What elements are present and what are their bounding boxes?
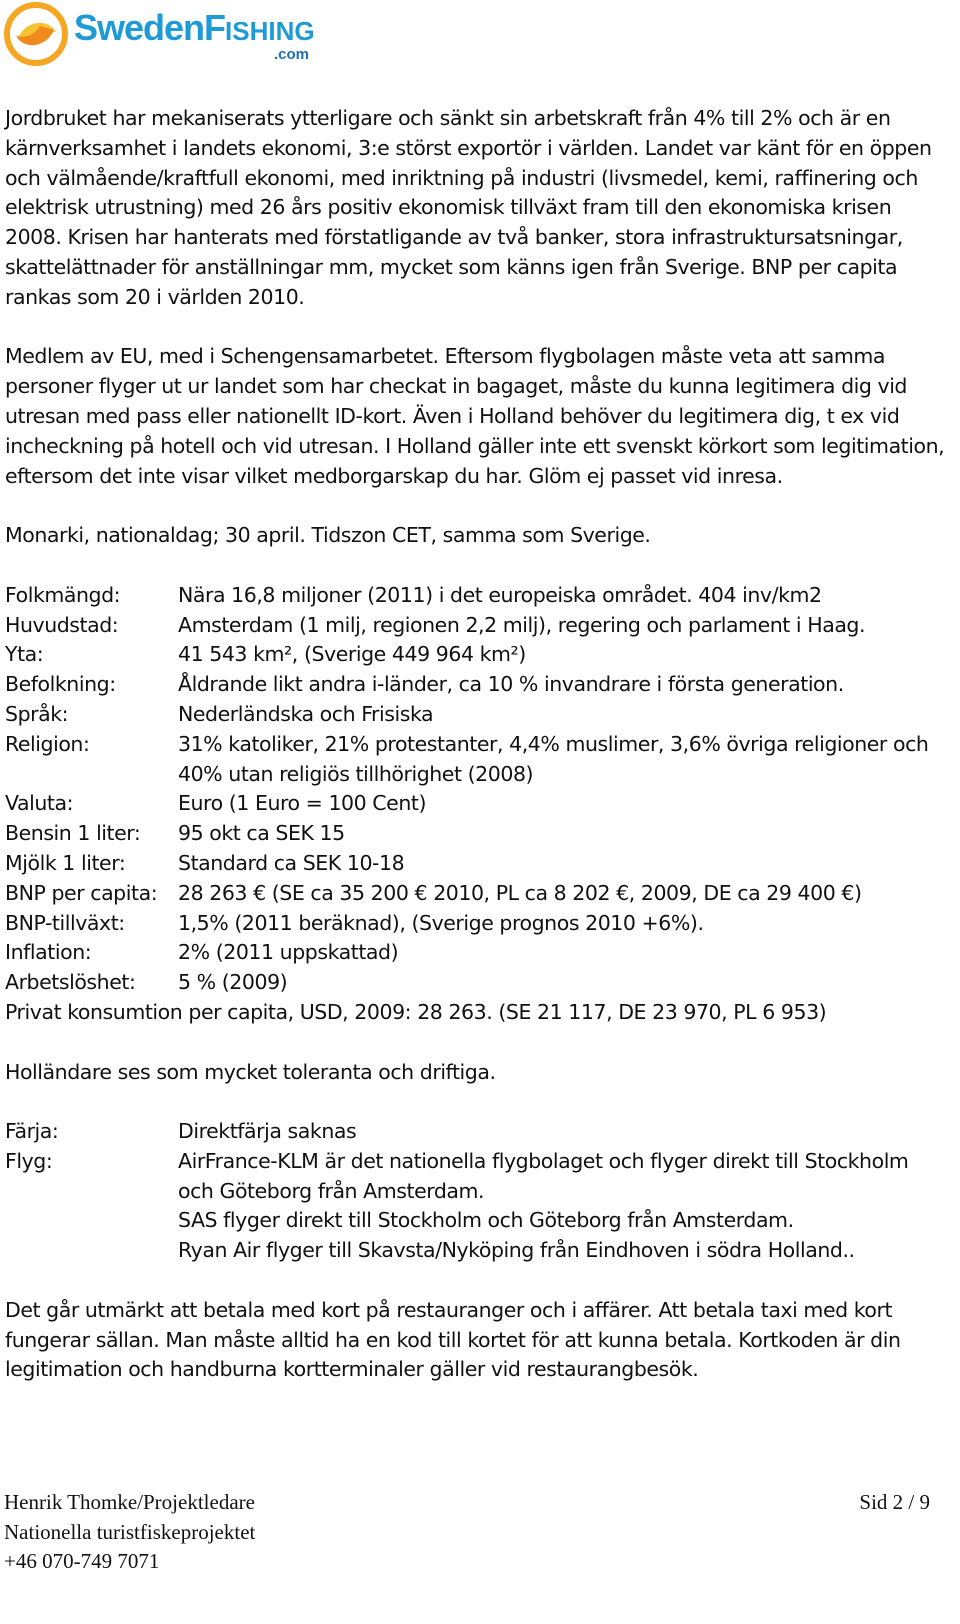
fact-row xyxy=(5,849,945,879)
fact-value: Nederländska och Frisiska xyxy=(178,701,434,726)
fact-value: 31% katoliker, 21% protestanter, 4,4% muslimer, 3,6% övriga religioner och 40% utan religiös tillhörighet (2008) xyxy=(178,731,929,786)
logo-wordmark: SwedenFISHING xyxy=(74,7,315,48)
fact-label: BNP per capita: xyxy=(5,880,158,905)
fact-row xyxy=(5,730,945,790)
paragraph-people: Holländare ses som mycket toleranta och driftiga. xyxy=(5,1059,496,1084)
fact-row xyxy=(5,789,945,819)
facts-table xyxy=(5,581,945,1028)
fact-row xyxy=(5,938,945,968)
page-number: Sid 2 / 9 xyxy=(859,1490,930,1514)
fact-label: Religion: xyxy=(5,731,90,756)
fact-row xyxy=(5,819,945,849)
ferry-value: Direktfärja saknas xyxy=(178,1119,357,1144)
paragraph-economy: Jordbruket har mekaniserats ytterligare och sänkt sin arbetskraft från 4% till 2% och är en kärnverksamhet i landets ekonomi, 3:e störst exportör i världen. Landet var känt för en öppen och välmående/kraftfull ekonomi, med inriktning på industri (livsmedel, kemi, raffinering och elektrisk utrustning) med 26 års positiv ekonomisk tillväxt fram till den ekonomiska krisen 2008. Krisen har hanterats med förstatligande av två banker, stora infrastruktursatsningar, skattelättnader för anställningar mm, mycket som känns igen från Sverige. BNP per capita rankas som 20 i världen 2010. xyxy=(5,106,932,309)
fact-value: Euro (1 Euro = 100 Cent) xyxy=(178,791,427,816)
fact-row xyxy=(5,670,945,700)
fact-label: Bensin 1 liter: xyxy=(5,821,141,846)
fact-row xyxy=(5,909,945,939)
fact-label: BNP-tillväxt: xyxy=(5,910,125,935)
footer-name: Henrik Thomke/Projektledare xyxy=(4,1490,255,1514)
fact-value: 95 okt ca SEK 15 xyxy=(178,821,345,846)
fact-row xyxy=(5,700,945,730)
fact-value: 2% (2011 uppskattad) xyxy=(178,940,399,965)
fact-value: Standard ca SEK 10-18 xyxy=(178,850,405,875)
fact-label: Inflation: xyxy=(5,940,92,965)
fact-row xyxy=(5,968,945,998)
fact-label: Valuta: xyxy=(5,791,74,816)
fact-label: Huvudstad: xyxy=(5,612,119,637)
flight-label: Flyg: xyxy=(5,1148,53,1173)
flight-line-ryanair: Ryan Air flyger till Skavsta/Nyköping från Eindhoven i södra Holland.. xyxy=(178,1238,855,1263)
fact-value: 1,5% (2011 beräknad), (Sverige prognos 2010 +6%). xyxy=(178,910,704,935)
fact-value: Nära 16,8 miljoner (2011) i det europeiska området. 404 inv/km2 xyxy=(178,582,822,607)
fish-circle-icon xyxy=(4,2,68,66)
sweden-fishing-logo xyxy=(4,2,324,66)
fact-row xyxy=(5,581,945,611)
flight-line-sas: SAS flyger direkt till Stockholm och Göteborg från Amsterdam. xyxy=(178,1208,794,1233)
ferry-label: Färja: xyxy=(5,1119,59,1144)
footer-project: Nationella turistfiskeprojektet xyxy=(4,1519,256,1544)
fact-label: Mjölk 1 liter: xyxy=(5,850,126,875)
document-body xyxy=(5,104,945,1385)
fact-value: Åldrande likt andra i-länder, ca 10 % invandrare i första generation. xyxy=(178,672,844,697)
fact-row xyxy=(5,879,945,909)
transport-table xyxy=(5,1117,945,1266)
ferry-row xyxy=(5,1117,945,1147)
fact-label: Arbetslöshet: xyxy=(5,970,136,995)
fact-row xyxy=(5,611,945,641)
fact-value: 41 543 km², (Sverige 449 964 km²) xyxy=(178,642,526,667)
fact-label: Befolkning: xyxy=(5,672,116,697)
footer-phone: +46 070-749 7071 xyxy=(4,1549,160,1573)
paragraph-payment: Det går utmärkt att betala med kort på restauranger och i affärer. Att betala taxi med kort fungerar sällan. Man måste alltid ha en kod till kortet för att kunna betala. Kortkoden är din legitimation och handburna kortterminaler gäller vid restaurangbesök. xyxy=(5,1297,901,1382)
flight-line-klm: AirFrance-KLM är det nationella flygbolaget och flyger direkt till Stockholm och Göteborg från Amsterdam. xyxy=(178,1148,909,1203)
footer-contact xyxy=(4,1488,930,1577)
fact-label: Folkmängd: xyxy=(5,582,121,607)
fact-label: Språk: xyxy=(5,701,69,726)
logo-domain: .com xyxy=(274,46,310,63)
paragraph-monarchy: Monarki, nationaldag; 30 april. Tidszon CET, samma som Sverige. xyxy=(5,523,651,548)
fact-row xyxy=(5,640,945,670)
fact-label: Yta: xyxy=(5,642,44,667)
flight-values xyxy=(178,1147,945,1266)
fact-value: 28 263 € (SE ca 35 200 € 2010, PL ca 8 202 €, 2009, DE ca 29 400 €) xyxy=(178,880,862,905)
consumption-line: Privat konsumtion per capita, USD, 2009: 28 263. (SE 21 117, DE 23 970, PL 6 953) xyxy=(5,999,827,1024)
page-footer xyxy=(4,1488,930,1577)
fact-value: Amsterdam (1 milj, regionen 2,2 milj), regering och parlament i Haag. xyxy=(178,612,866,637)
paragraph-travel-id: Medlem av EU, med i Schengensamarbetet. Eftersom flygbolagen måste veta att samma personer flyger ut ur landet som har checkat in bagaget, måste du kunna legitimera dig vid utresan med pass eller nationellt ID-kort. Även i Holland behöver du legitimera dig, t ex vid incheckning på hotell och vid utresan. I Holland gäller inte ett svenskt körkort som legitimation, eftersom det inte visar vilket medborgarskap du har. Glöm ej passet vid inresa. xyxy=(5,344,945,488)
fact-value: 5 % (2009) xyxy=(178,970,288,995)
flight-row xyxy=(5,1147,945,1266)
